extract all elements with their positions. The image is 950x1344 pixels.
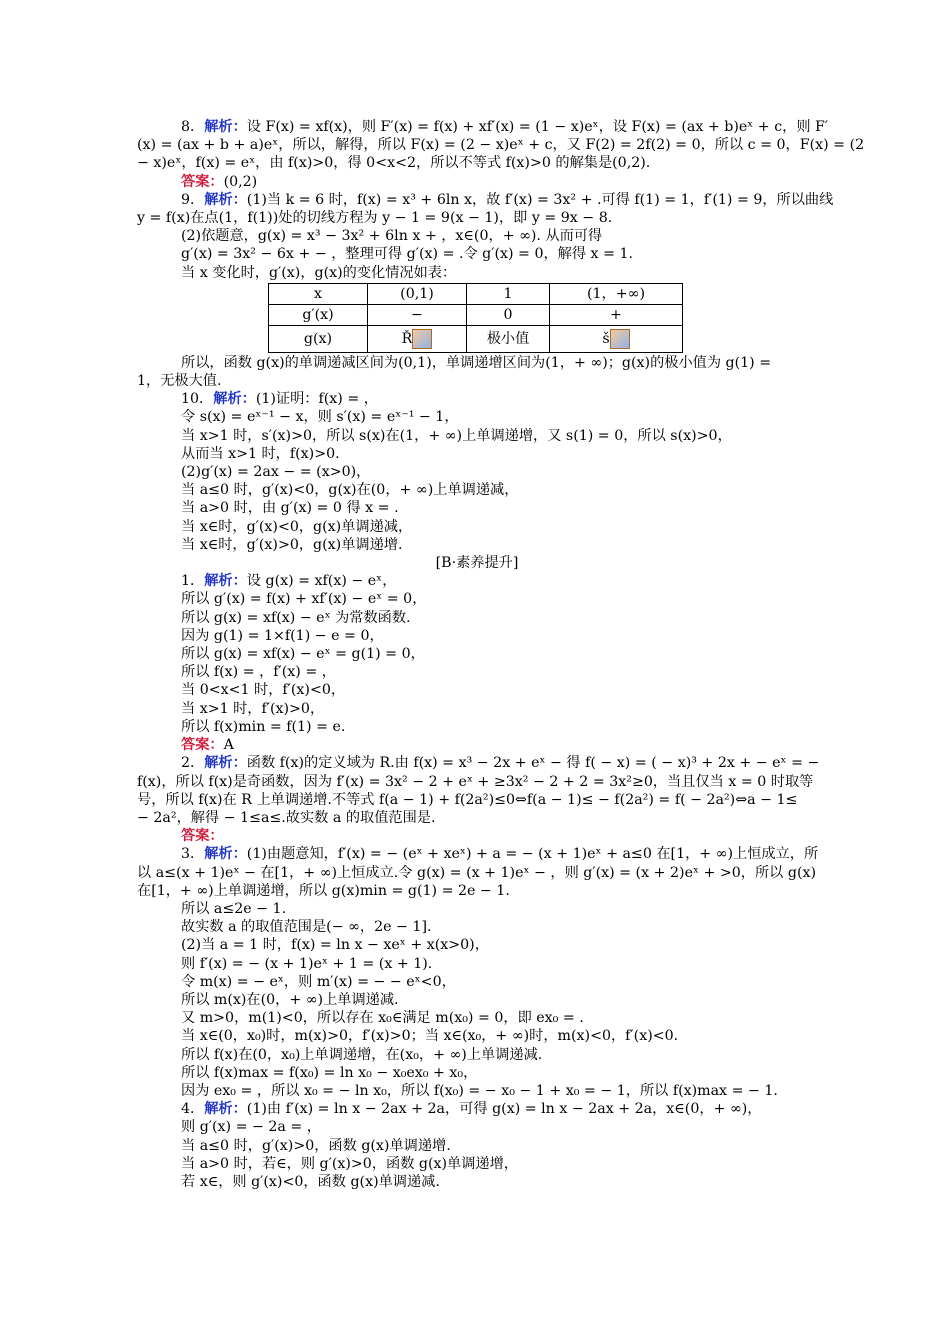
line-text: 则 f′(x) = − (x + 1)eˣ + 1 = (x + 1). xyxy=(181,955,433,972)
line-text: 1． xyxy=(181,573,205,590)
text-line xyxy=(137,663,817,681)
text-line xyxy=(137,900,817,918)
line-text: − 2a²，解得 − 1≤a≤.故实数 a 的取值范围是. xyxy=(137,809,436,826)
table-cell xyxy=(368,304,467,325)
analysis-label: 解析： xyxy=(204,119,247,135)
text-line xyxy=(137,936,817,954)
text-line xyxy=(137,445,817,463)
text-line xyxy=(137,154,817,172)
decreasing-arrow-icon xyxy=(412,329,432,349)
solution-document xyxy=(137,118,865,1191)
line-text: g′(x) = 3x² − 6x + − ，整理可得 g′(x) = .令 g′(x) = 0，解得 x = 1. xyxy=(181,246,633,263)
line-text: 因为 g(1) = 1×f(1) − e = 0， xyxy=(181,627,384,644)
line-text: (x) = (ax + b + a)eˣ，所以，解得，所以 F(x) = (2 − x)eˣ + c，又 F(2) = 2f(2) = 0，所以 c = 0，F(x) = (2 xyxy=(137,137,865,154)
line-text: 令 m(x) = − eˣ，则 m′(x) = − − eˣ<0， xyxy=(181,973,456,990)
line-text: 当 x∈(0，x₀)时，m(x)>0，f′(x)>0；当 x∈(x₀，+ ∞)时，m(x)<0，f′(x)<0. xyxy=(181,1028,679,1045)
line-text: 1，无极大值. xyxy=(137,373,222,390)
line-text: 当 a≤0 时，g′(x)>0，函数 g(x)单调递增. xyxy=(181,1137,451,1154)
text-line xyxy=(137,627,817,645)
text-line xyxy=(137,372,817,390)
line-text: 当 0<x<1 时，f′(x)<0， xyxy=(181,682,346,699)
section-heading-b: [B·素养提升] xyxy=(435,555,519,572)
answer-label: 答案： xyxy=(181,828,224,845)
line-text: 9． xyxy=(181,191,205,208)
analysis-label: 解析： xyxy=(204,846,247,863)
cell-text: g′(x) xyxy=(302,306,334,323)
line-text: 当 a≤0 时，g′(x)<0，g(x)在(0，+ ∞)上单调递减， xyxy=(181,482,519,499)
line-text: 所以 g(x) = xf(x) − eˣ 为常数函数. xyxy=(181,609,411,626)
line-text: − x)eˣ，f(x) = eˣ，由 f(x)>0，得 0<x<2，所以不等式 f(x)>0 的解集是(0,2). xyxy=(137,155,651,172)
table-cell xyxy=(467,325,550,352)
cell-text: 0 xyxy=(503,306,513,323)
text-line xyxy=(137,1173,817,1191)
text-line xyxy=(137,791,817,809)
cell-text: š xyxy=(602,330,610,347)
line-text: 令 s(x) = eˣ⁻¹ − x，则 s′(x) = eˣ⁻¹ − 1， xyxy=(181,409,459,426)
line-text-rest: A xyxy=(223,737,234,754)
line-text: f(x)，所以 f(x)是奇函数，因为 f′(x) = 3x² − 2 + eˣ + ≥3x² − 2 + 2 = 3x²≥0，当且仅当 x = 0 时取等 xyxy=(137,773,814,790)
solutions-part-a xyxy=(137,118,865,282)
line-text: 8． xyxy=(181,119,205,135)
text-line xyxy=(137,264,817,282)
line-text: 当 x∈时，g′(x)>0，g(x)单调递增. xyxy=(181,536,403,553)
table-cell xyxy=(467,283,550,304)
text-line xyxy=(137,408,817,426)
text-line xyxy=(137,991,817,1009)
line-text: y = f(x)在点(1，f(1))处的切线方程为 y − 1 = 9(x − 1)，即 y = 9x − 8. xyxy=(137,210,613,227)
text-line xyxy=(137,918,817,936)
line-text: (2)当 a = 1 时，f(x) = ln x − xeˣ + x(x>0)， xyxy=(181,937,489,954)
cell-text: (1，+∞) xyxy=(587,285,645,302)
cell-text: 1 xyxy=(503,285,513,302)
line-text: 当 x>1 时，s′(x)>0，所以 s(x)在(1，+ ∞)上单调递增，又 s(1) = 0，所以 s(x)>0， xyxy=(181,427,732,444)
text-line xyxy=(137,754,820,772)
line-text: 所以 g′(x) = f(x) + xf′(x) − eˣ = 0， xyxy=(181,591,427,608)
analysis-label: 解析： xyxy=(204,573,247,590)
text-line xyxy=(137,590,817,608)
line-text: 当 x∈时，g′(x)<0，g(x)单调递减， xyxy=(181,518,413,535)
text-line xyxy=(137,1100,817,1118)
text-line xyxy=(137,1155,817,1173)
text-line xyxy=(137,572,817,590)
text-line xyxy=(137,1118,817,1136)
variation-table xyxy=(268,283,683,353)
text-line xyxy=(137,518,817,536)
line-text-rest: (0,2) xyxy=(223,173,258,190)
table-cell xyxy=(269,304,368,325)
line-text: 当 a>0 时，由 g′(x) = 0 得 x = . xyxy=(181,500,399,517)
text-line xyxy=(137,809,817,827)
cell-text: x xyxy=(313,285,322,302)
analysis-label: 解析： xyxy=(213,391,256,408)
analysis-label: 解析： xyxy=(204,755,247,772)
solutions-part-b xyxy=(137,572,820,1191)
text-line xyxy=(137,681,817,699)
line-text: 当 x>1 时，f′(x)>0， xyxy=(181,700,325,717)
text-line xyxy=(137,481,817,499)
table-row xyxy=(269,304,683,325)
line-text: 所以 f(x) = ，f′(x) = ， xyxy=(181,664,336,681)
text-line xyxy=(137,173,817,191)
text-line xyxy=(137,227,817,245)
line-text: 所以 a≤2e − 1. xyxy=(181,900,287,917)
table-row xyxy=(269,283,683,304)
table-cell xyxy=(550,325,683,352)
text-line xyxy=(137,499,817,517)
line-text: 2． xyxy=(181,755,205,772)
text-line xyxy=(137,463,817,481)
line-text: 所以 f(x)min = f(1) = e. xyxy=(181,718,346,735)
text-line xyxy=(137,209,817,227)
solutions-part-a-continued xyxy=(137,354,817,554)
table-cell xyxy=(550,283,683,304)
line-text: 又 m>0，m(1)<0，所以存在 x₀∈满足 m(x₀) = 0，即 ex₀ = . xyxy=(181,1010,584,1027)
text-line xyxy=(137,245,817,263)
text-line xyxy=(137,1046,817,1064)
line-text: (2)g′(x) = 2ax − = (x>0)， xyxy=(181,464,371,481)
text-line xyxy=(137,390,817,408)
cell-text: Ř xyxy=(401,330,413,347)
line-text: 10． xyxy=(181,391,214,408)
cell-text: − xyxy=(411,306,423,323)
line-text-rest: (1)由 f′(x) = ln x − 2ax + 2a，可得 g(x) = ln x − 2ax + 2a，x∈(0，+ ∞)， xyxy=(246,1101,762,1118)
line-text: 则 g′(x) = − 2a = ， xyxy=(181,1119,321,1136)
line-text: 因为 ex₀ = ，所以 x₀ = − ln x₀，所以 f(x₀) = − x₀ − 1 + x₀ = − 1，所以 f(x)max = − 1. xyxy=(181,1082,778,1099)
line-text-rest: (1)证明：f(x) = ， xyxy=(255,391,378,408)
text-line xyxy=(137,427,817,445)
text-line xyxy=(137,845,817,863)
text-line xyxy=(137,118,829,136)
line-text: 所以，函数 g(x)的单调递减区间为(0,1)，单调递增区间为(1，+ ∞)；g(x)的极小值为 g(1) = xyxy=(181,354,772,371)
table-cell xyxy=(368,325,467,352)
table-cell xyxy=(550,304,683,325)
increasing-arrow-icon xyxy=(610,329,630,349)
answer-label: 答案： xyxy=(181,737,224,754)
text-line xyxy=(137,718,817,736)
line-text-rest: (1)由题意知，f′(x) = − (eˣ + xeˣ) + a = − (x + 1)eˣ + a≤0 在[1，+ ∞)上恒成立，所 xyxy=(246,846,819,863)
cell-text: g(x) xyxy=(303,330,333,347)
text-line xyxy=(137,1082,817,1100)
line-text: 当 a>0 时，若∈，则 g′(x)>0，函数 g(x)单调递增， xyxy=(181,1155,518,1172)
table-cell xyxy=(467,304,550,325)
text-line xyxy=(137,1027,817,1045)
text-line xyxy=(137,700,817,718)
table-cell xyxy=(368,283,467,304)
text-line xyxy=(137,609,817,627)
line-text: 所以 f(x)max = f(x₀) = ln x₀ − x₀ex₀ + x₀， xyxy=(181,1064,478,1081)
line-text: 所以 g(x) = xf(x) − eˣ = g(1) = 0， xyxy=(181,646,425,663)
text-line xyxy=(137,736,817,754)
table-cell xyxy=(269,283,368,304)
text-line xyxy=(137,827,817,845)
analysis-label: 解析： xyxy=(204,1101,247,1118)
line-text: 从而当 x>1 时，f(x)>0. xyxy=(181,445,340,462)
line-text-rest: 设 g(x) = xf(x) − eˣ， xyxy=(246,573,397,590)
line-text: 号，所以 f(x)在 R 上单调递增.不等式 f(a − 1) + f(2a²)≤0⇔f(a − 1)≤ − f(2a²) = f( − 2a²)⇔a − 1≤ xyxy=(137,791,798,808)
line-text: 故实数 a 的取值范围是(− ∞，2e − 1]. xyxy=(181,919,432,936)
table-row xyxy=(269,325,683,352)
line-text: 若 x∈，则 g′(x)<0，函数 g(x)单调递减. xyxy=(181,1173,440,1190)
line-text: 4． xyxy=(181,1101,205,1118)
text-line xyxy=(137,1137,817,1155)
text-line xyxy=(137,882,817,900)
cell-text: (0,1) xyxy=(400,285,434,302)
text-line xyxy=(137,955,817,973)
line-text: 在[1，+ ∞)上单调递增，所以 g(x)min = g(1) = 2e − 1. xyxy=(137,882,510,899)
line-text: 所以 m(x)在(0，+ ∞)上单调递减. xyxy=(181,991,399,1008)
line-text: 当 x 变化时，g′(x)，g(x)的变化情况如表： xyxy=(181,264,457,281)
line-text: 所以 f(x)在(0，x₀)上单调递增，在(x₀，+ ∞)上单调递减. xyxy=(181,1046,543,1063)
text-line xyxy=(137,864,817,882)
text-line xyxy=(137,773,817,791)
text-line xyxy=(137,536,817,554)
analysis-label: 解析： xyxy=(204,191,247,208)
cell-text: 极小值 xyxy=(486,330,530,347)
text-line xyxy=(137,645,817,663)
text-line xyxy=(137,1064,817,1082)
line-text: 以 a≤(x + 1)eˣ − 在[1，+ ∞)上恒成立.令 g(x) = (x + 1)eˣ − ，则 g′(x) = (x + 2)eˣ + >0，所以 g(x) xyxy=(137,864,817,881)
text-line xyxy=(137,354,817,372)
line-text-rest: (1)当 k = 6 时，f(x) = x³ + 6ln x，故 f′(x) = 3x² + .可得 f(1) = 1，f′(1) = 9，所以曲线 xyxy=(246,191,834,208)
line-text-rest: 函数 f(x)的定义域为 R.由 f(x) = x³ − 2x + eˣ − 得 f( − x) = ( − x)³ + 2x + − eˣ = − xyxy=(246,755,820,772)
text-line xyxy=(137,136,865,154)
text-line xyxy=(137,1009,817,1027)
table-cell xyxy=(269,325,368,352)
text-line xyxy=(137,973,817,991)
line-text: 3． xyxy=(181,846,205,863)
text-line xyxy=(137,191,834,209)
answer-label: 答案： xyxy=(181,173,224,190)
line-text: (2)依题意，g(x) = x³ − 3x² + 6ln x + ，x∈(0，+ ∞). 从而可得 xyxy=(181,228,603,245)
line-text-rest: 设 F(x) = xf(x)，则 F′(x) = f(x) + xf′(x) = (1 − x)eˣ，设 F(x) = (ax + b)eˣ + c，则 F′ xyxy=(246,119,829,135)
cell-text: + xyxy=(610,306,622,323)
